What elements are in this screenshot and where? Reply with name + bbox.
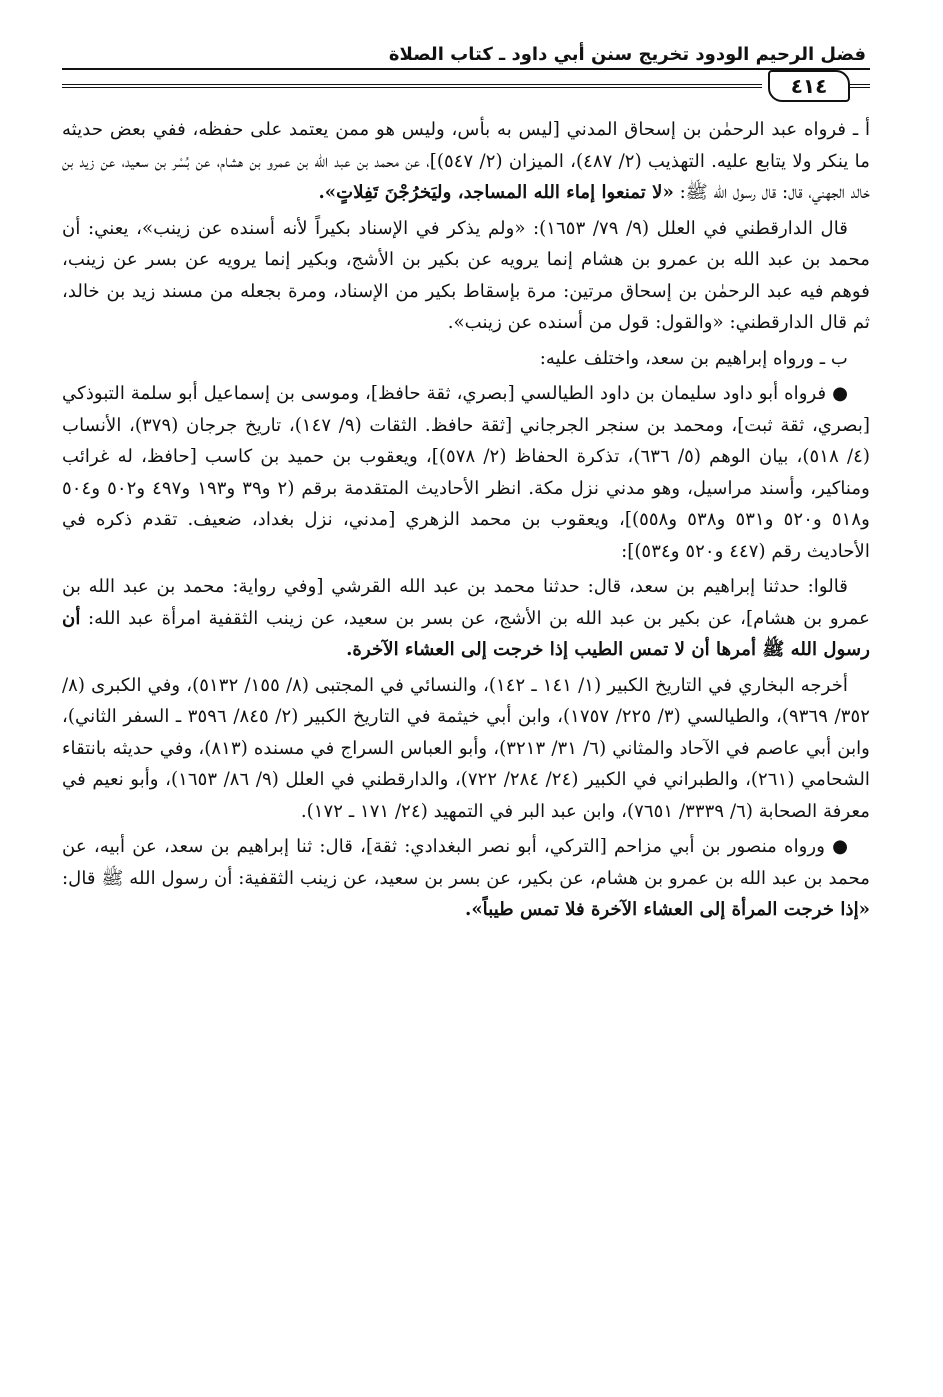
paragraph-b-text: ب ـ ورواه إبراهيم بن سعد، واختلف عليه:	[539, 347, 848, 369]
page-number-row	[62, 68, 870, 98]
ornament-rule-right	[850, 84, 870, 88]
paragraph-qalu-text: قالوا: حدثنا إبراهيم بن سعد، قال: حدثنا محمد بن عبد الله القرشي [وفي رواية: محمد بن عبد الله بن عمرو بن هشام]، عن بكير بن عبد الله بن الأشج، عن بسر بن سعيد، عن زينب الثقفية امرأة عبد الله:	[62, 576, 870, 629]
running-header	[62, 42, 870, 66]
ornament-rule-left	[62, 84, 762, 88]
paragraph-daraqutni-text: قال الدارقطني في العلل (٩/ ٧٩/ ١٦٥٣): «ولم يذكر في الإسناد بكيراً لأنه أسنده عن زينب»، يعني: أن محمد بن عبد الله بن عمرو بن هشام إنما يرويه عن بكير بن الأشج، وبكير إنما يرويه عن بسر عن زينب، فوهم فيه عبد الرحمٰن بن إسحاق مرتين: مرة بإسقاط بكير من الإسناد، ومرة بجعله من مسند زيد بن خالد، ثم قال الدارقطني: «والقول: قول من أسنده عن زينب».	[62, 217, 870, 333]
paragraph-qalu-bold: أن رسول الله ﷺ أمرها أن لا تمس الطيب إذا خرجت إلى العشاء الآخرة.	[62, 607, 870, 660]
paragraph-mansur-bold: «إذا خرجت المرأة إلى العشاء الآخرة فلا تمس طيباً».	[464, 899, 870, 920]
page-body	[62, 114, 870, 930]
page-number: ٤١٤	[790, 74, 828, 98]
page-number-frame	[768, 70, 850, 102]
paragraph-takhrij	[62, 670, 870, 828]
paragraph-mansur	[62, 831, 870, 926]
paragraph-mansur-text: ● ورواه منصور بن أبي مزاحم [التركي، أبو نصر البغدادي: ثقة]، قال: ثنا إبراهيم بن سعد، عن أبيه، عن محمد بن عبد الله بن عمرو بن هشام، عن بكير، عن بسر بن سعيد، عن زينب الثقفية: أن رسول الله ﷺ قال:	[62, 836, 870, 889]
paragraph-tayalisi	[62, 378, 870, 567]
paragraph-a	[62, 114, 870, 209]
header-title: فضل الرحيم الودود تخريج سنن أبي داود ـ كتاب الصلاة	[388, 43, 866, 65]
paragraph-takhrij-text: أخرجه البخاري في التاريخ الكبير (١/ ١٤١ ـ ١٤٢)، والنسائي في المجتبى (٨/ ١٥٥/ ٥١٣٢)، وفي الكبرى (٨/ ٣٥٢/ ٩٣٦٩)، والطيالسي (٣/ ٢٢٥/ ١٧٥٧)، وابن أبي خيثمة في التاريخ الكبير (٢/ ٨٤٥/ ٣٥٩٦ ـ السفر الثاني)، وابن أبي عاصم في الآحاد والمثاني (٦/ ٣١/ ٣٢١٣)، وأبو العباس السراج في مسنده (٨١٣)، وفي حديثه بانتقاء الشحامي (٢٦١)، والطبراني في الكبير (٢٤/ ٢٨٤/ ٧٢٢)، والدارقطني في العلل (٩/ ٨٦/ ١٦٥٣)، وأبو نعيم في معرفة الصحابة (٦/ ٣٣٣٩/ ٧٦٥١)، وابن عبد البر في التمهيد (٢٤/ ١٧١ ـ ١٧٢).	[62, 674, 870, 822]
paragraph-a-text: أ ـ فرواه عبد الرحمٰن بن إسحاق المدني [ليس به بأس، وليس هو ممن يعتمد على حفظه، ففي بعض حديثه ما ينكر ولا يتابع عليه. التهذيب (٢/ ٤٨٧)، الميزان (٢/ ٥٤٧)]، عن محمد بن عبد الله بن عمرو بن هشام، عن بُسْر بن سعيد، عن زيد بن خالد الجهني، قال: قال رسول الله ﷺ:	[62, 119, 870, 203]
paragraph-qalu	[62, 571, 870, 666]
book-page	[62, 0, 870, 1397]
paragraph-daraqutni	[62, 213, 870, 339]
paragraph-a-bold: «لا تمنعوا إماء الله المساجد، وليَخرُجْنَ تَفِلاتٍ».	[318, 182, 674, 203]
paragraph-tayalisi-text: ● فرواه أبو داود سليمان بن داود الطيالسي [بصري، ثقة حافظ]، وموسى بن إسماعيل أبو سلمة التبوذكي [بصري، ثقة ثبت]، ومحمد بن سنجر الجرجاني [ثقة حافظ. الثقات (٩/ ١٤٧)، تاريخ جرجان (٣٧٩)، الأنساب (٤/ ٥١٨)، بيان الوهم (٥/ ٦٣٦)، تذكرة الحفاظ (٢/ ٥٧٨)]، ويعقوب بن حميد بن كاسب [حافظ، له غرائب ومناكير، وأسند مراسيل، وهو مدني نزل مكة. انظر الأحاديث المتقدمة برقم (٢ و٣٩ و١٩٣ و٤٩٧ و٥٠٢ و٥٠٤ و٥١٨ و٥٢٠ و٥٣١ و٥٣٨ و٥٥٨)]، ويعقوب بن محمد الزهري [مدني، نزل بغداد، ضعيف. تقدم ذكره في الأحاديث رقم (٤٤٧ و٥٢٠ و٥٣٤)]:	[62, 383, 871, 562]
paragraph-b	[62, 343, 870, 375]
